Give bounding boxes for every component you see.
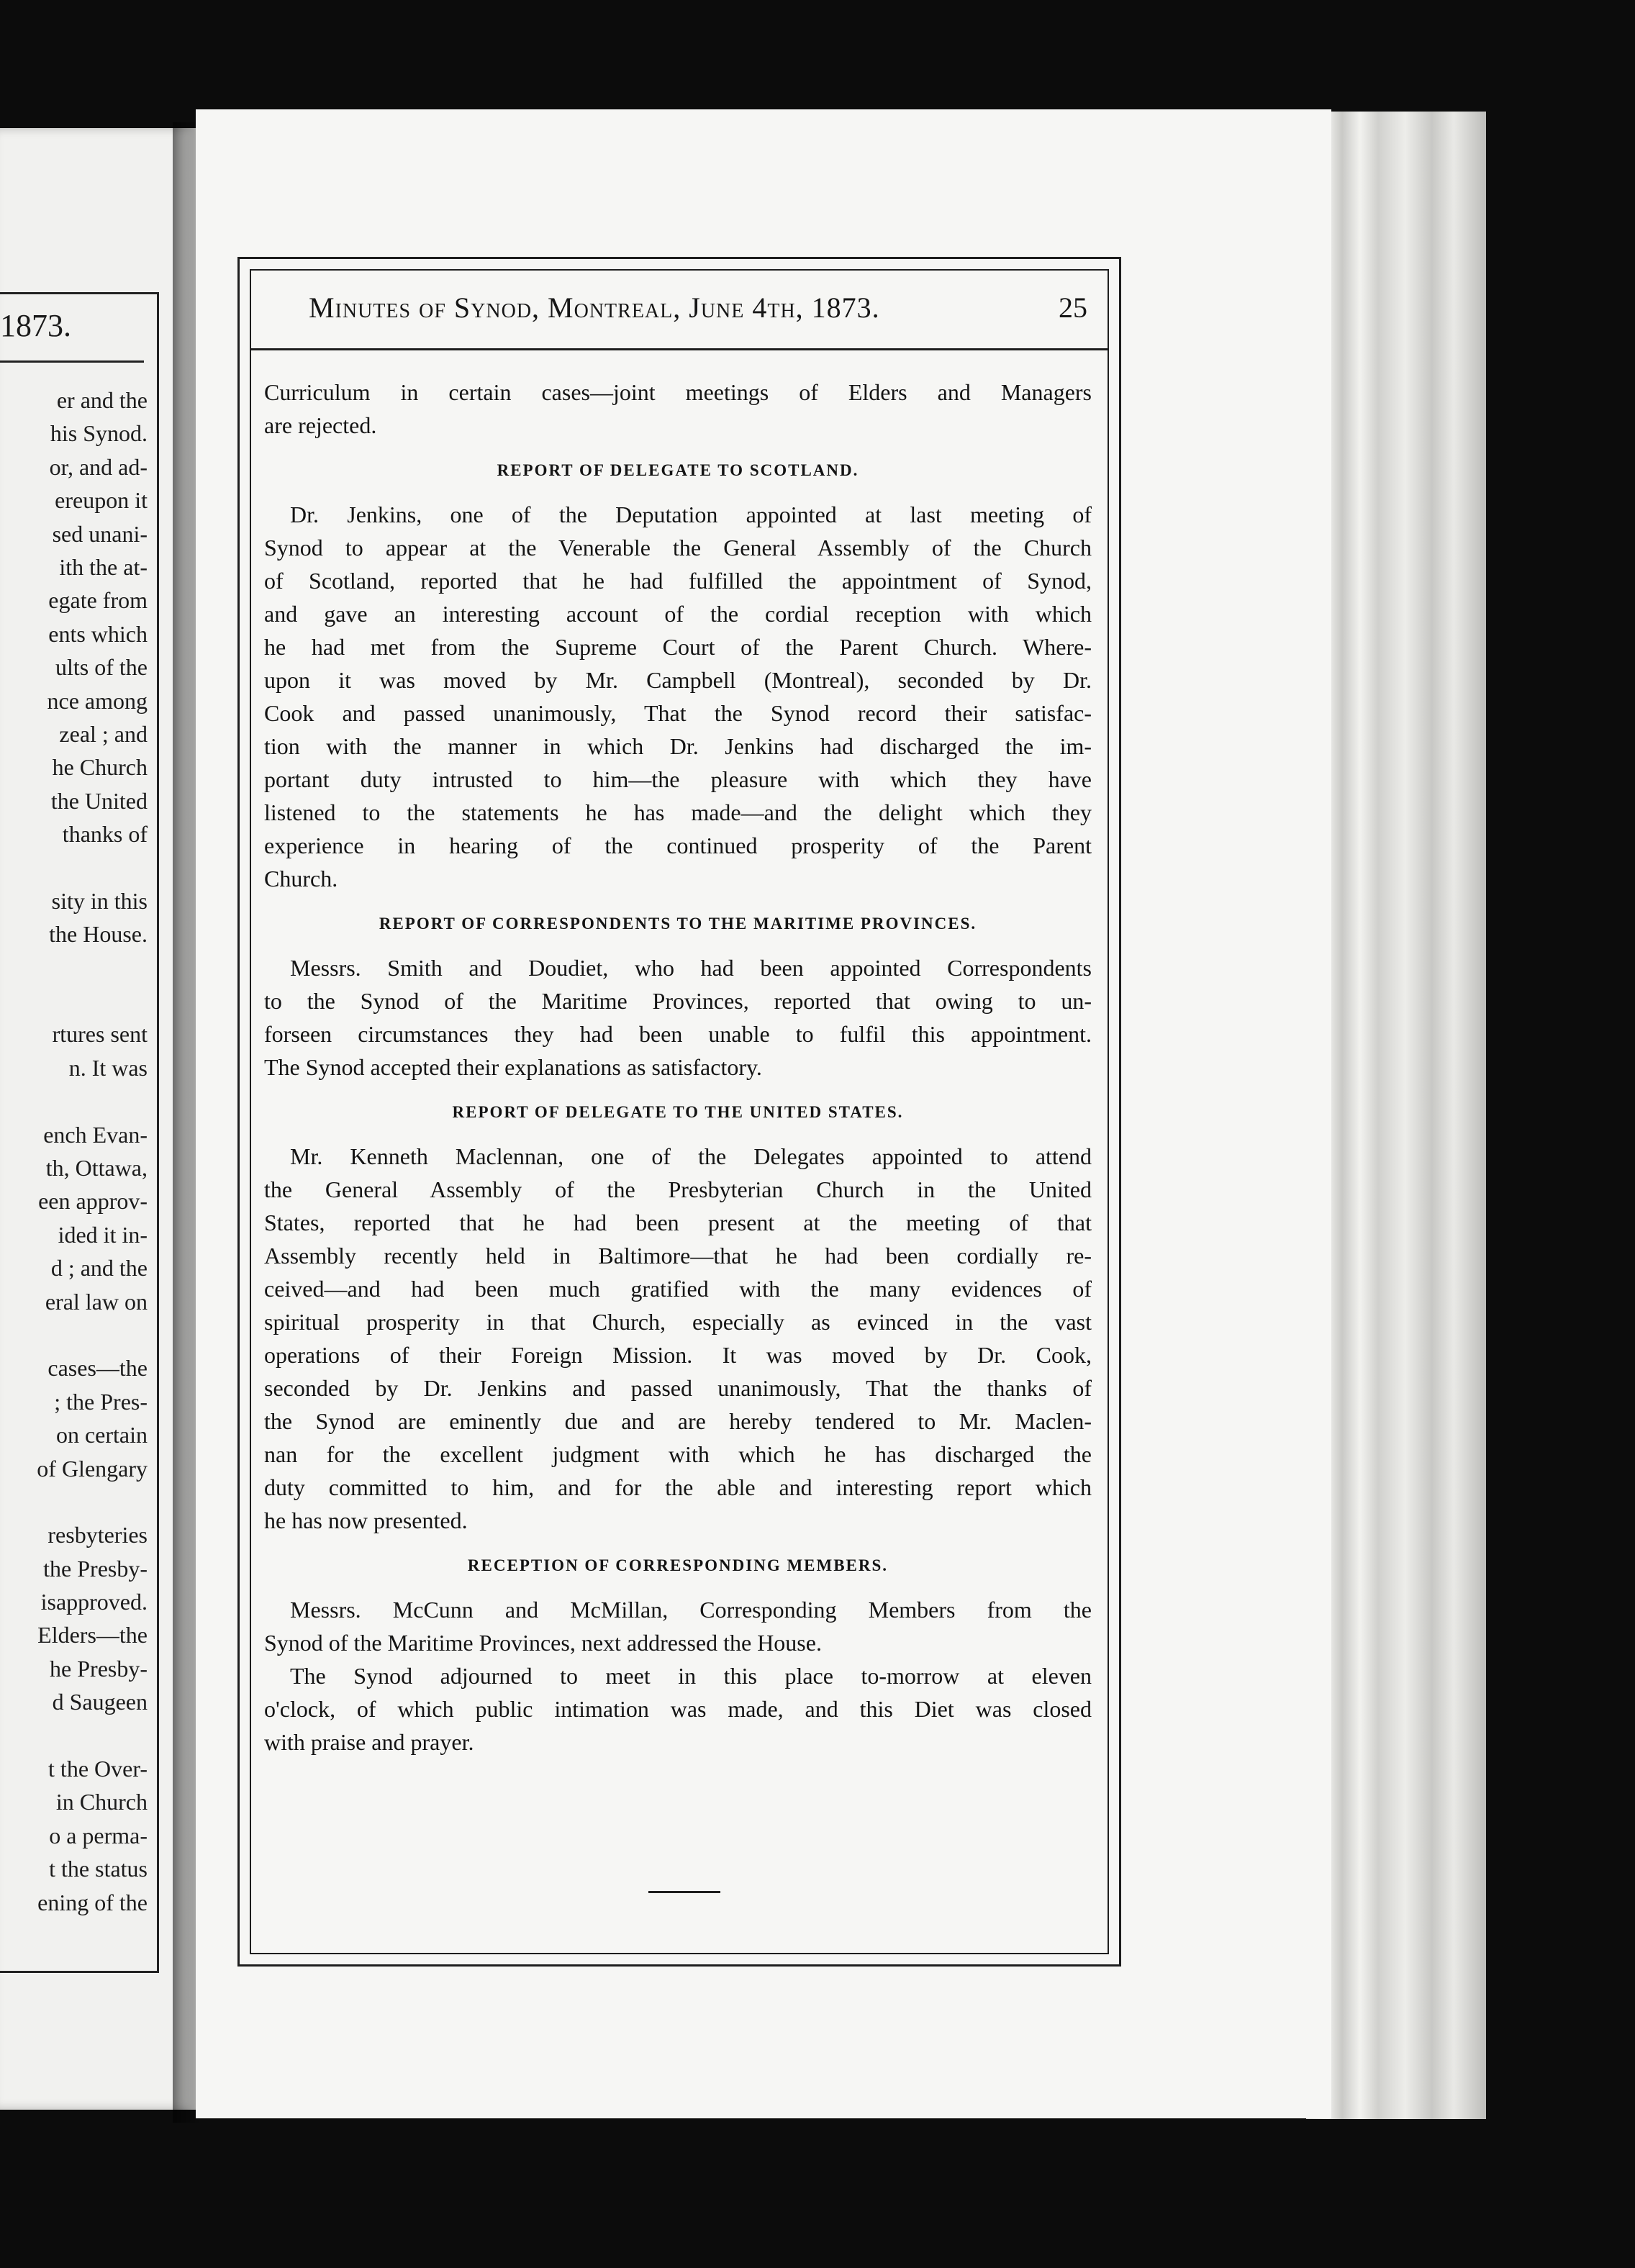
page-body	[264, 376, 1092, 1759]
text-line: Messrs. McCunn and McMillan, Corresponding Members from the	[290, 1597, 1092, 1623]
left-page-line	[0, 984, 148, 1017]
left-page-line: er and the	[56, 387, 148, 413]
text-line: Messrs. Smith and Doudiet, who had been appointed Correspondents	[290, 955, 1092, 981]
left-page-line: d Saugeen	[52, 1689, 148, 1715]
left-page-line: ; the Pres-	[54, 1388, 148, 1415]
left-page-line: t the Over-	[48, 1756, 148, 1782]
left-page-line	[0, 850, 148, 884]
left-page-line: the House.	[49, 921, 148, 948]
left-page-line: ereupon it	[55, 487, 148, 514]
text-line: operations of their Foreign Mission. It was moved by Dr. Cook,	[264, 1342, 1092, 1368]
left-page-line: resbyteries	[47, 1522, 148, 1548]
left-page-line: t the status	[49, 1856, 148, 1882]
text-line: Synod to appear at the Venerable the General Assembly of the Church	[264, 535, 1092, 561]
sections	[264, 450, 1092, 1759]
left-page-line: he Church	[52, 754, 148, 781]
section-heading: REPORT OF CORRESPONDENTS TO THE MARITIME PROVINCES.	[379, 915, 977, 933]
left-page	[0, 128, 196, 2110]
running-head-title: Minutes of Synod, Montreal, June 4th, 1873.	[309, 291, 880, 324]
left-page-line: een approv-	[38, 1188, 148, 1215]
text-line: the General Assembly of the Presbyterian Church in the United	[264, 1176, 1092, 1202]
left-page-line: eral law on	[45, 1288, 148, 1315]
left-page-line: on certain	[55, 1422, 148, 1448]
text-line: to the Synod of the Maritime Provinces, reported that owing to un-	[264, 988, 1092, 1014]
page-frame-outer	[237, 257, 1121, 1967]
text-line: and gave an interesting account of the cordial reception with which	[264, 601, 1092, 627]
left-page-line: cases—the	[47, 1355, 148, 1382]
left-page-line	[0, 1719, 148, 1752]
text-line: Mr. Kenneth Maclennan, one of the Delegates appointed to attend	[290, 1143, 1092, 1169]
left-page-line: isapproved.	[40, 1589, 148, 1615]
text-line: States, reported that he had been present at the meeting of that	[264, 1210, 1092, 1235]
left-page-rule	[0, 360, 144, 363]
left-page-line: zeal ; and	[59, 720, 148, 747]
text-line: he has now presented.	[264, 1507, 468, 1533]
text-line: duty committed to him, and for the able and interesting report which	[264, 1474, 1092, 1500]
left-page-line: ith the at-	[59, 553, 148, 580]
left-page-line: ench Evan-	[43, 1121, 148, 1148]
running-head	[309, 291, 1087, 331]
text-line: listened to the statements he has made—and the delight which they	[264, 799, 1092, 825]
text-line: with praise and prayer.	[264, 1729, 474, 1755]
text-line: seconded by Dr. Jenkins and passed unanimously, That the thanks of	[264, 1375, 1092, 1401]
text-line: of Scotland, reported that he had fulfilled the appointment of Synod,	[264, 568, 1092, 594]
text-line: Church.	[264, 866, 338, 892]
left-page-line: he Presby-	[50, 1655, 148, 1682]
left-page-line: d ; and the	[50, 1255, 148, 1282]
page-number: 25	[1059, 291, 1087, 324]
left-page-line: ening of the	[37, 1889, 148, 1915]
text-line: Dr. Jenkins, one of the Deputation appointed at last meeting of	[290, 502, 1092, 527]
section-heading: REPORT OF DELEGATE TO SCOTLAND.	[497, 461, 859, 479]
left-page-line: his Synod.	[50, 420, 148, 447]
text-line: o'clock, of which public intimation was made, and this Diet was closed	[264, 1696, 1092, 1722]
text-line: Assembly recently held in Baltimore—that he had been cordially re-	[264, 1243, 1092, 1269]
left-page-line: of Glengary	[37, 1455, 148, 1482]
left-page-line: rtures sent	[52, 1021, 148, 1048]
text-line: The Synod accepted their explanations as satisfactory.	[264, 1054, 762, 1080]
left-page-line: or, and ad-	[49, 453, 148, 480]
left-page-line: sity in this	[51, 887, 148, 914]
left-page-header: 1873.	[0, 308, 71, 343]
left-page-line: the Presby-	[43, 1555, 148, 1582]
text-line: experience in hearing of the continued prosperity of the Parent	[264, 833, 1092, 858]
page-edges	[1306, 112, 1486, 2119]
section-heading: RECEPTION OF CORRESPONDING MEMBERS.	[467, 1556, 889, 1574]
left-page-line	[0, 1084, 148, 1117]
text-line: forseen circumstances they had been unable to fulfil this appointment.	[264, 1021, 1092, 1047]
text-line: Synod of the Maritime Provinces, next addressed the House.	[264, 1630, 822, 1656]
left-page-line: in Church	[55, 1789, 148, 1815]
left-page-frame	[0, 292, 159, 1973]
text-line: nan for the excellent judgment with which he has discharged the	[264, 1441, 1092, 1467]
end-rule	[648, 1891, 720, 1893]
left-page-text	[0, 384, 148, 1919]
intro-line: Curriculum in certain cases—joint meetings of Elders and Managers	[264, 379, 1092, 405]
left-page-line	[0, 1318, 148, 1351]
left-page-line: ided it in-	[58, 1221, 148, 1248]
intro-line: are rejected.	[264, 412, 377, 438]
section-heading: REPORT OF DELEGATE TO THE UNITED STATES.	[452, 1103, 904, 1121]
left-page-line: th, Ottawa,	[45, 1154, 148, 1181]
text-line: The Synod adjourned to meet in this place to-morrow at eleven	[290, 1663, 1092, 1689]
page-frame-inner	[250, 269, 1109, 1954]
left-page-line: ents which	[48, 620, 148, 647]
left-page-line: nce among	[47, 687, 148, 714]
text-line: tion with the manner in which Dr. Jenkins had discharged the im-	[264, 733, 1092, 759]
text-line: portant duty intrusted to him—the pleasure with which they have	[264, 766, 1092, 792]
left-page-line: Elders—the	[37, 1622, 148, 1648]
left-page-line: o a perma-	[49, 1822, 148, 1849]
text-line: upon it was moved by Mr. Campbell (Montreal), seconded by Dr.	[264, 667, 1092, 693]
left-page-line: thanks of	[62, 821, 148, 848]
text-line: spiritual prosperity in that Church, especially as evinced in the vast	[264, 1309, 1092, 1335]
text-line: ceived—and had been much gratified with the many evidences of	[264, 1276, 1092, 1302]
text-line: Cook and passed unanimously, That the Synod record their satisfac-	[264, 700, 1092, 726]
left-page-line	[0, 1485, 148, 1518]
left-page-line: n. It was	[68, 1054, 148, 1081]
text-line: he had met from the Supreme Court of the Parent Church. Where-	[264, 634, 1092, 660]
left-page-line: sed unani-	[52, 520, 148, 547]
text-line: the Synod are eminently due and are hereby tendered to Mr. Maclen-	[264, 1408, 1092, 1434]
left-page-line: ults of the	[55, 654, 148, 681]
left-page-line: the United	[50, 787, 148, 814]
left-page-line: egate from	[48, 587, 148, 614]
left-page-line	[0, 951, 148, 984]
header-rule	[251, 348, 1108, 350]
